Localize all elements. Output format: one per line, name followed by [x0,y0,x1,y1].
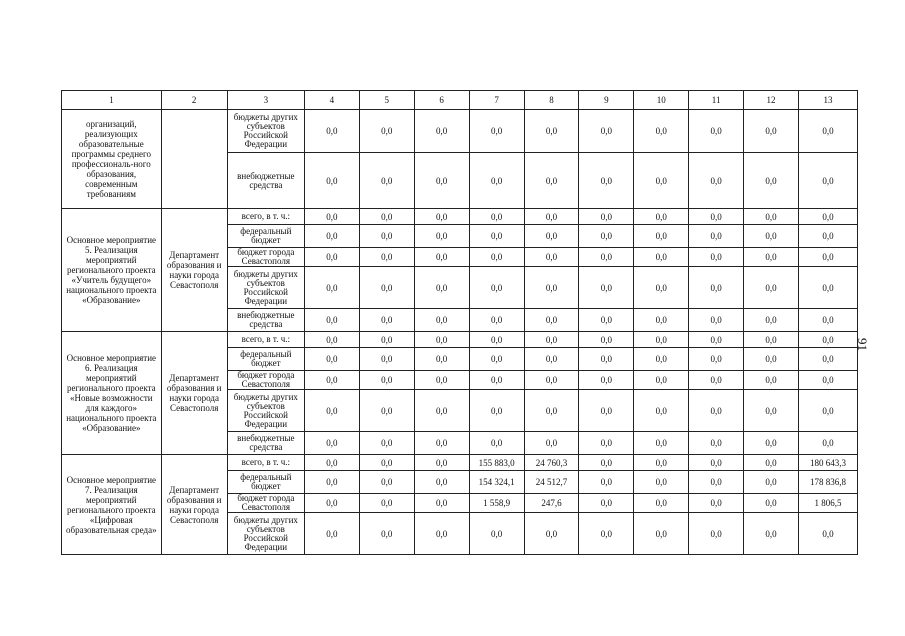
funding-source-cell: бюджет города Севастополя [227,248,304,267]
value-cell: 0,0 [414,455,469,471]
value-cell: 0,0 [304,432,359,455]
value-cell: 0,0 [469,110,524,153]
value-cell: 0,0 [689,390,744,432]
value-cell: 0,0 [798,432,857,455]
funding-source-cell: бюджеты других субъектов Российской Федерации [227,110,304,153]
value-cell: 0,0 [469,432,524,455]
value-cell: 0,0 [579,110,634,153]
value-cell: 0,0 [524,248,579,267]
value-cell: 154 324,1 [469,471,524,494]
value-cell: 0,0 [579,371,634,390]
column-header: 11 [689,91,744,110]
value-cell: 0,0 [469,153,524,209]
value-cell: 0,0 [359,267,414,309]
page-number: 91 [855,338,870,351]
funding-source-cell: федеральный бюджет [227,471,304,494]
value-cell: 0,0 [414,153,469,209]
value-cell: 0,0 [634,494,689,513]
value-cell: 0,0 [634,332,689,348]
value-cell: 0,0 [798,371,857,390]
value-cell: 0,0 [689,432,744,455]
funding-source-cell: бюджеты других субъектов Российской Федерации [227,267,304,309]
column-header: 4 [304,91,359,110]
funding-source-cell: бюджет города Севастополя [227,494,304,513]
value-cell: 0,0 [359,513,414,555]
value-cell: 0,0 [524,332,579,348]
value-cell: 0,0 [414,225,469,248]
value-cell: 0,0 [414,371,469,390]
value-cell: 0,0 [744,494,799,513]
value-cell: 0,0 [634,390,689,432]
value-cell: 0,0 [359,332,414,348]
value-cell: 0,0 [634,455,689,471]
value-cell: 0,0 [744,153,799,209]
value-cell: 0,0 [414,513,469,555]
measure-cell: Основное мероприятие 7. Реализация мероприятий регионального проекта «Цифровая образовательная среда» [62,455,162,555]
value-cell: 0,0 [579,209,634,225]
value-cell: 0,0 [359,209,414,225]
value-cell: 0,0 [798,348,857,371]
funding-source-cell: всего, в т. ч.: [227,455,304,471]
value-cell: 0,0 [304,153,359,209]
value-cell: 0,0 [744,390,799,432]
value-cell: 0,0 [744,348,799,371]
value-cell: 0,0 [359,455,414,471]
value-cell: 0,0 [744,513,799,555]
value-cell: 178 836,8 [798,471,857,494]
value-cell: 0,0 [469,371,524,390]
funding-source-cell: бюджет города Севастополя [227,371,304,390]
value-cell: 0,0 [524,225,579,248]
value-cell: 0,0 [689,248,744,267]
value-cell: 0,0 [689,371,744,390]
measure-cell: Основное мероприятие 5. Реализация мероприятий регионального проекта «Учитель будущего» национального проекта «Образование» [62,209,162,332]
measure-cell: Основное мероприятие 6. Реализация мероприятий регионального проекта «Новые возможности для каждого» национального проекта «Образование» [62,332,162,455]
value-cell: 0,0 [414,390,469,432]
value-cell: 0,0 [798,390,857,432]
table-row [62,110,858,153]
value-cell: 0,0 [634,348,689,371]
value-cell: 0,0 [469,267,524,309]
value-cell: 0,0 [579,455,634,471]
value-cell: 0,0 [469,332,524,348]
measure-cell: организаций, реализующих образовательные программы среднего профессиональ-ного образования, современным требованиям [62,110,162,209]
value-cell: 0,0 [579,153,634,209]
funding-source-cell: внебюджетные средства [227,432,304,455]
value-cell: 155 883,0 [469,455,524,471]
value-cell: 0,0 [359,110,414,153]
value-cell: 24 512,7 [524,471,579,494]
value-cell: 0,0 [359,390,414,432]
value-cell: 0,0 [744,110,799,153]
funding-source-cell: федеральный бюджет [227,348,304,371]
value-cell: 0,0 [579,348,634,371]
value-cell: 0,0 [359,371,414,390]
value-cell: 0,0 [524,153,579,209]
column-header: 3 [227,91,304,110]
column-header: 9 [579,91,634,110]
value-cell: 0,0 [689,225,744,248]
budget-table [61,90,858,555]
value-cell: 0,0 [469,225,524,248]
value-cell: 0,0 [634,225,689,248]
value-cell: 0,0 [304,267,359,309]
value-cell: 0,0 [579,267,634,309]
value-cell: 0,0 [798,513,857,555]
value-cell: 0,0 [414,267,469,309]
value-cell: 0,0 [304,371,359,390]
column-header: 6 [414,91,469,110]
value-cell: 0,0 [689,348,744,371]
value-cell: 0,0 [469,348,524,371]
value-cell: 0,0 [634,248,689,267]
value-cell: 0,0 [689,494,744,513]
value-cell: 0,0 [634,110,689,153]
value-cell: 0,0 [579,309,634,332]
value-cell: 0,0 [414,332,469,348]
value-cell: 0,0 [414,209,469,225]
value-cell: 0,0 [414,110,469,153]
value-cell: 0,0 [414,309,469,332]
value-cell: 0,0 [359,348,414,371]
table-body [62,110,858,555]
value-cell: 0,0 [304,513,359,555]
value-cell: 24 760,3 [524,455,579,471]
value-cell: 0,0 [524,309,579,332]
value-cell: 0,0 [579,225,634,248]
value-cell: 0,0 [634,371,689,390]
value-cell: 0,0 [579,494,634,513]
value-cell: 0,0 [304,455,359,471]
value-cell: 0,0 [304,348,359,371]
value-cell: 0,0 [524,390,579,432]
value-cell: 0,0 [304,390,359,432]
value-cell: 0,0 [634,267,689,309]
value-cell: 0,0 [689,209,744,225]
value-cell: 0,0 [798,153,857,209]
value-cell: 0,0 [414,348,469,371]
value-cell: 0,0 [304,494,359,513]
value-cell: 0,0 [414,471,469,494]
value-cell: 0,0 [634,432,689,455]
value-cell: 0,0 [359,471,414,494]
value-cell: 1 558,9 [469,494,524,513]
value-cell: 0,0 [304,110,359,153]
column-header: 5 [359,91,414,110]
value-cell: 0,0 [744,309,799,332]
value-cell: 0,0 [689,110,744,153]
value-cell: 0,0 [469,209,524,225]
value-cell: 0,0 [744,248,799,267]
value-cell: 0,0 [744,471,799,494]
table-row [62,332,858,348]
value-cell: 0,0 [414,432,469,455]
value-cell: 0,0 [579,471,634,494]
funding-source-cell: всего, в т. ч.: [227,332,304,348]
value-cell: 0,0 [798,225,857,248]
value-cell: 0,0 [744,267,799,309]
value-cell: 0,0 [798,110,857,153]
value-cell: 0,0 [798,309,857,332]
value-cell: 0,0 [304,332,359,348]
column-header: 2 [161,91,227,110]
funding-source-cell: бюджеты других субъектов Российской Федерации [227,513,304,555]
value-cell: 0,0 [524,371,579,390]
funding-source-cell: внебюджетные средства [227,309,304,332]
value-cell: 0,0 [524,267,579,309]
value-cell: 0,0 [744,455,799,471]
department-cell: Департамент образования и науки города Севастополя [161,209,227,332]
value-cell: 0,0 [634,209,689,225]
value-cell: 0,0 [304,225,359,248]
funding-source-cell: бюджеты других субъектов Российской Федерации [227,390,304,432]
value-cell: 247,6 [524,494,579,513]
value-cell: 0,0 [304,209,359,225]
value-cell: 0,0 [689,513,744,555]
header-row [62,91,858,110]
value-cell: 0,0 [359,153,414,209]
value-cell: 0,0 [579,432,634,455]
value-cell: 0,0 [744,371,799,390]
value-cell: 0,0 [359,248,414,267]
value-cell: 0,0 [634,471,689,494]
value-cell: 0,0 [469,390,524,432]
value-cell: 0,0 [359,432,414,455]
value-cell: 1 806,5 [798,494,857,513]
value-cell: 0,0 [524,348,579,371]
table-row [62,209,858,225]
value-cell: 0,0 [359,494,414,513]
value-cell: 0,0 [744,332,799,348]
value-cell: 0,0 [469,248,524,267]
value-cell: 0,0 [689,455,744,471]
department-cell [161,110,227,209]
value-cell: 0,0 [469,513,524,555]
value-cell: 0,0 [524,209,579,225]
value-cell: 0,0 [744,432,799,455]
value-cell: 0,0 [744,209,799,225]
value-cell: 0,0 [524,513,579,555]
department-cell: Департамент образования и науки города Севастополя [161,332,227,455]
value-cell: 0,0 [524,432,579,455]
value-cell: 0,0 [579,513,634,555]
value-cell: 0,0 [359,309,414,332]
column-header: 13 [798,91,857,110]
value-cell: 0,0 [689,332,744,348]
value-cell: 0,0 [689,267,744,309]
value-cell: 0,0 [579,248,634,267]
value-cell: 0,0 [579,332,634,348]
value-cell: 0,0 [689,153,744,209]
value-cell: 0,0 [524,110,579,153]
value-cell: 0,0 [304,471,359,494]
funding-source-cell: федеральный бюджет [227,225,304,248]
value-cell: 0,0 [798,209,857,225]
value-cell: 0,0 [744,225,799,248]
value-cell: 0,0 [634,309,689,332]
column-header: 7 [469,91,524,110]
column-header: 1 [62,91,162,110]
value-cell: 0,0 [689,309,744,332]
funding-source-cell: внебюджетные средства [227,153,304,209]
column-header: 10 [634,91,689,110]
value-cell: 0,0 [469,309,524,332]
table-row [62,455,858,471]
value-cell: 0,0 [798,248,857,267]
funding-source-cell: всего, в т. ч.: [227,209,304,225]
value-cell: 0,0 [414,248,469,267]
value-cell: 0,0 [689,471,744,494]
value-cell: 0,0 [798,267,857,309]
value-cell: 0,0 [359,225,414,248]
value-cell: 0,0 [579,390,634,432]
value-cell: 0,0 [634,513,689,555]
value-cell: 0,0 [304,248,359,267]
value-cell: 0,0 [304,309,359,332]
department-cell: Департамент образования и науки города Севастополя [161,455,227,555]
column-header: 12 [744,91,799,110]
value-cell: 0,0 [634,153,689,209]
value-cell: 180 643,3 [798,455,857,471]
column-header: 8 [524,91,579,110]
value-cell: 0,0 [414,494,469,513]
value-cell: 0,0 [798,332,857,348]
